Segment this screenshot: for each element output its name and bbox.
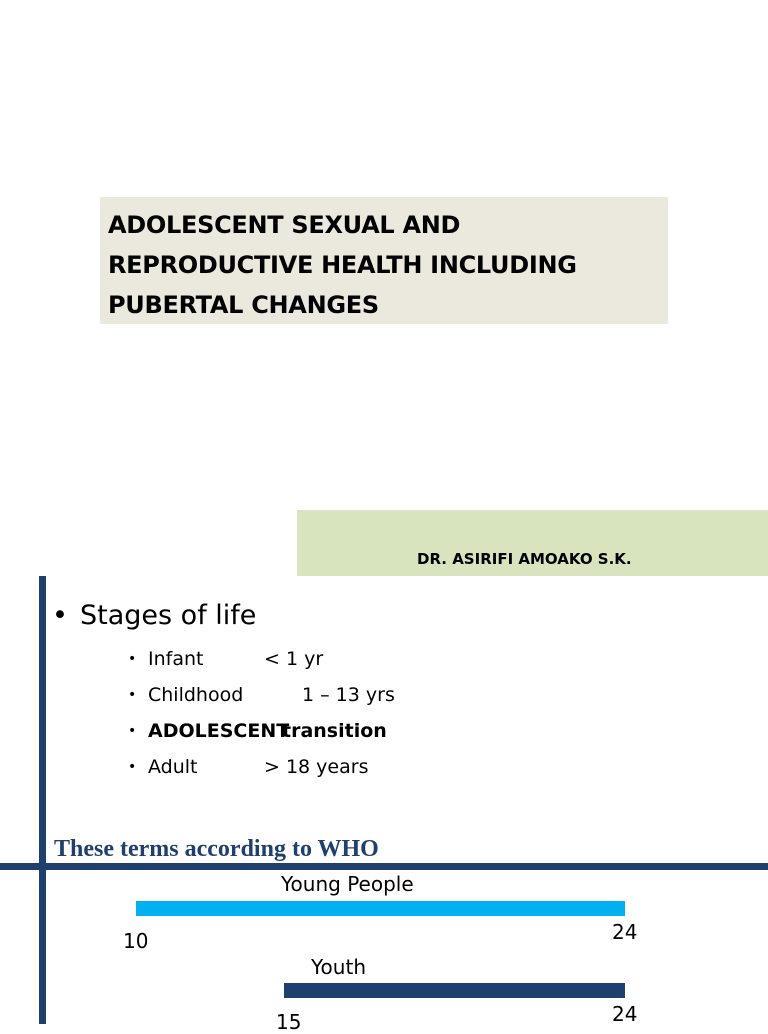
range-name-young-people: Young People (281, 872, 414, 896)
range-end-young-people: 24 (612, 920, 638, 944)
stage-label: ADOLESCENT (148, 720, 290, 742)
bullet-icon: • (128, 759, 137, 775)
main-bullet-text: Stages of life (80, 600, 257, 631)
stage-value: transition (282, 720, 387, 742)
stages-list (128, 643, 395, 787)
author-name: DR. ASIRIFI AMOAKO S.K. (417, 550, 632, 568)
slide-accent-horizontal-line (0, 863, 768, 870)
range-name-youth: Youth (311, 955, 366, 979)
list-item (128, 679, 395, 715)
bullet-icon: • (128, 651, 137, 667)
title-box (100, 197, 668, 324)
range-end-youth: 24 (612, 1002, 638, 1026)
list-item (128, 715, 387, 751)
author-box (297, 510, 768, 576)
stage-value: 1 – 13 yrs (302, 684, 395, 706)
stage-label: Childhood (148, 684, 244, 706)
list-item (128, 643, 324, 679)
stage-label: Infant (148, 648, 204, 670)
title-line: REPRODUCTIVE HEALTH INCLUDING (108, 251, 577, 279)
bullet-icon: • (52, 600, 68, 631)
title-line: ADOLESCENT SEXUAL AND (108, 211, 461, 239)
range-start-young-people: 10 (123, 929, 149, 953)
stage-label: Adult (148, 756, 198, 778)
bullet-icon: • (128, 687, 137, 703)
main-bullet (52, 600, 256, 631)
range-bar-youth (284, 983, 625, 998)
who-heading: These terms according to WHO (54, 836, 379, 862)
bullet-icon: • (128, 723, 137, 739)
stage-value: > 18 years (264, 756, 369, 778)
range-bar-young-people (136, 901, 625, 916)
slide-accent-vertical-line (39, 576, 46, 1024)
title-line: PUBERTAL CHANGES (108, 291, 379, 319)
range-start-youth: 15 (276, 1010, 302, 1034)
stage-value: < 1 yr (264, 648, 324, 670)
list-item (128, 751, 369, 787)
